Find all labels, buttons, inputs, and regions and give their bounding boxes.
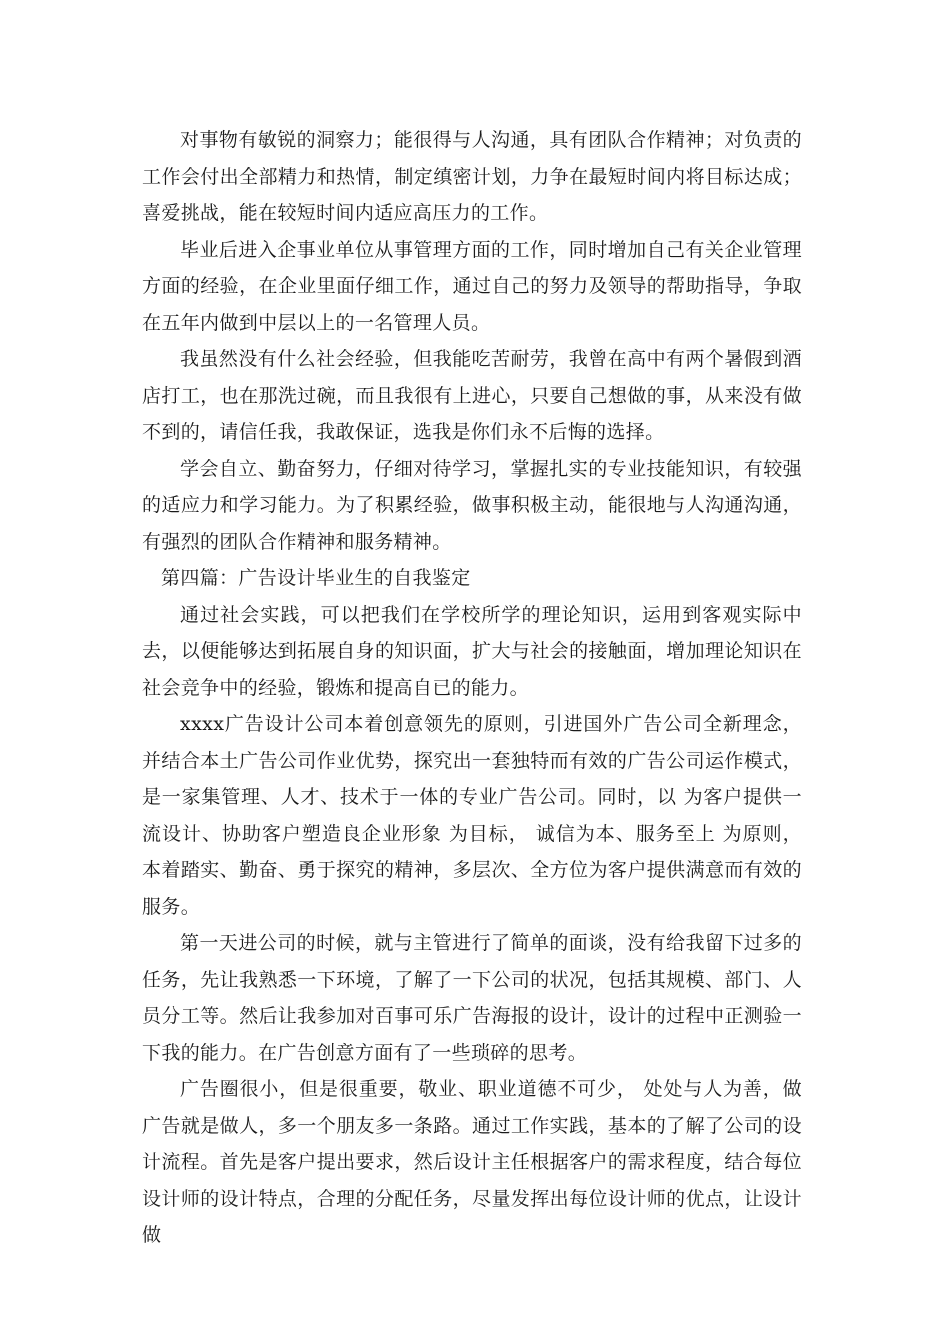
paragraph-first-day: 第一天进公司的时候，就与主管进行了简单的面谈，没有给我留下过多的任务，先让我熟悉一下环境，了解了一下公司的状况，包括其规模、部门、人员分工等。然后让我参加对百事可乐广告海报的设计，设计的过程中正测验一下我的能力。在广告创意方面有了一些琐碎的思考。 <box>142 932 802 1064</box>
paragraph-self-reliance: 学会自立、勤奋努力，仔细对待学习，掌握扎实的专业技能知识，有较强的适应力和学习能力。为了积累经验，做事积极主动，能很地与人沟通沟通，有强烈的团队合作精神和服务精神。 <box>142 457 802 553</box>
paragraph-social-practice: 通过社会实践，可以把我们在学校所学的理论知识，运用到客观实际中去，以便能够达到拓展自身的知识面，扩大与社会的接触面，增加理论知识在社会竞争中的经验，锻炼和提高自已的能力。 <box>142 603 802 699</box>
paragraph-observation: 对事物有敏锐的洞察力；能很得与人沟通，具有团队合作精神；对负责的工作会付出全部精力和热情，制定缜密计划，力争在最短时间内将目标达成；喜爱挑战，能在较短时间内适应高压力的工作。 <box>142 129 802 224</box>
paragraph-company-intro: xxxx广告设计公司本着创意领先的原则，引进国外广告公司全新理念，并结合本土广告公司作业优势，探究出一套独特而有效的广告公司运作模式，是一家集管理、人才、技术于一体的专业广告公司。同时，以 为客户提供一流设计、协助客户塑造良企业形象 为目标， 诚信为本、服务至上 为原则， 本着踏实、勤奋、勇于探究的精神，多层次、全方位为客户提供满意而有效的服务。 <box>142 713 802 918</box>
section-heading: 第四篇：广告设计毕业生的自我鉴定 <box>161 567 471 589</box>
paragraph-career-goal: 毕业后进入企事业单位从事管理方面的工作，同时增加自己有关企业管理方面的经验，在企业里面仔细工作，通过自己的努力及领导的帮助指导，争取在五年内做到中层以上的一名管理人员。 <box>142 238 802 334</box>
paragraph-ad-circle: 广告圈很小，但是很重要，敬业、职业道德不可少， 处处与人为善，做广告就是做人，多一个朋友多一条路。通过工作实践，基本的了解了公司的设计流程。首先是客户提出要求，然后设计主任根据客户的需求程度，结合每位设计师的设计特点，合理的分配任务，尽量发挥出每位设计师的优点，让设计做 <box>142 1078 802 1246</box>
document-page <box>142 122 802 1254</box>
paragraph-hardworking: 我虽然没有什么社会经验，但我能吃苦耐劳，我曾在高中有两个暑假到酒店打工，也在那洗过碗，而且我很有上进心，只要自己想做的事，从来没有做不到的，请信任我，我敢保证，选我是你们永不后悔的选择。 <box>142 348 802 443</box>
